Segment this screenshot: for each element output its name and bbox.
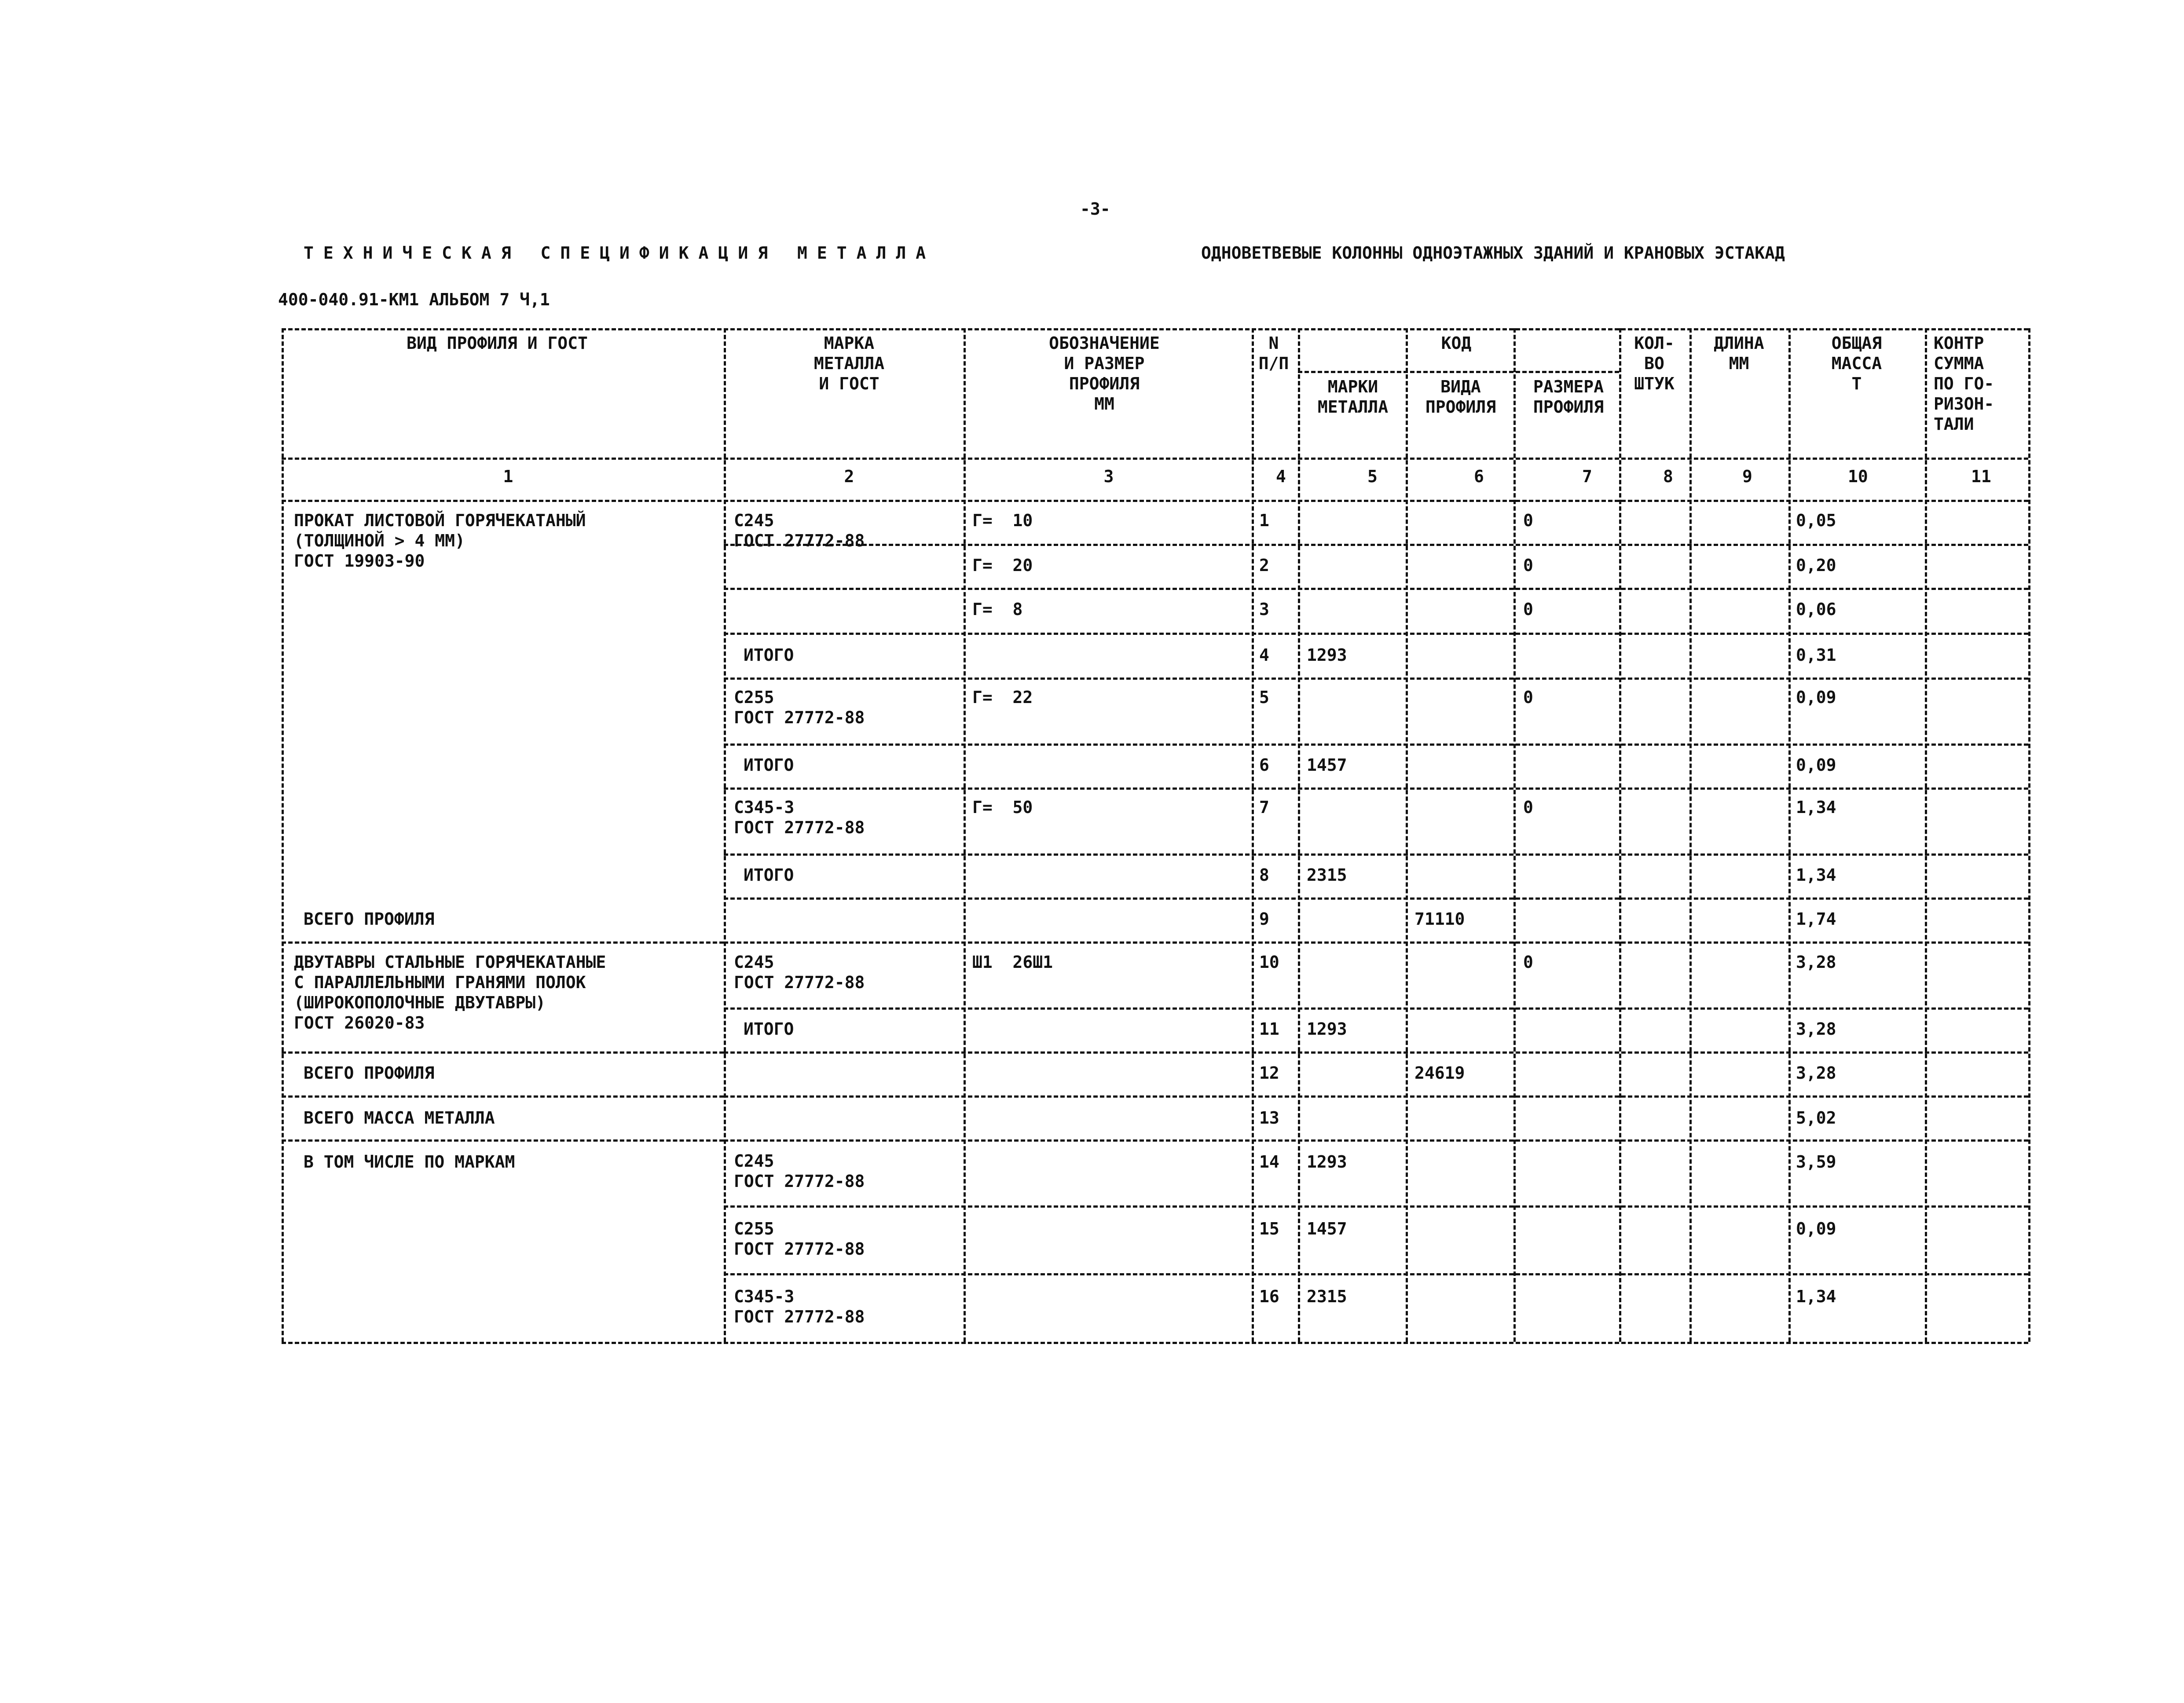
col-number: 5 (1367, 467, 1378, 486)
document-subject: ОДНОВЕТВЕВЫЕ КОЛОННЫ ОДНОЭТАЖНЫХ ЗДАНИЙ И КРАНОВЫХ ЭСТАКАД (1201, 243, 1785, 263)
grid-rule (282, 1139, 724, 1142)
grid-rule (724, 544, 2028, 546)
group-by-grades: В ТОМ ЧИСЛЕ ПО МАРКАМ (304, 1152, 515, 1172)
row-number: 1 (1259, 511, 1269, 530)
steel-grade: С245 ГОСТ 27772-88 (734, 511, 865, 550)
row-number: 12 (1259, 1063, 1279, 1083)
row-number: 6 (1259, 755, 1269, 775)
group-total-metal-mass: ВСЕГО МАССА МЕТАЛЛА (304, 1108, 495, 1128)
grid-rule (724, 588, 2028, 590)
profile-designation: Г= 50 (972, 798, 1033, 817)
profile-designation: Г= 8 (972, 600, 1023, 619)
header-code-grade: МАРКИ МЕТАЛЛА (1317, 377, 1389, 417)
total-mass: 0,20 (1796, 556, 1836, 575)
code-profile-type: 24619 (1414, 1063, 1465, 1083)
total-mass: 3,28 (1796, 952, 1836, 972)
col-number: 1 (503, 467, 513, 486)
total-mass: 1,34 (1796, 1287, 1836, 1306)
grid-rule (2028, 328, 2030, 1342)
grid-rule (282, 328, 2028, 330)
grid-rule (282, 941, 724, 944)
code-metal-grade: 1457 (1307, 755, 1347, 775)
code-metal-grade: 1457 (1307, 1219, 1347, 1238)
total-mass: 0,09 (1796, 1219, 1836, 1238)
row-number: 3 (1259, 600, 1269, 619)
col-number: 6 (1474, 467, 1484, 486)
row-number: 2 (1259, 556, 1269, 575)
total-mass: 1,34 (1796, 865, 1836, 885)
header-grade-block: МАРКА МЕТАЛЛА И ГОСТ (814, 333, 885, 393)
grid-rule (724, 1273, 2028, 1275)
subtotal-label: ИТОГО (744, 645, 794, 665)
col-number: 4 (1276, 467, 1286, 486)
grid-rule (1689, 328, 1692, 1342)
header-profile-type: ВИД ПРОФИЛЯ И ГОСТ (407, 333, 588, 353)
grid-rule (724, 787, 2028, 790)
steel-grade: С245 ГОСТ 27772-88 (734, 1151, 865, 1191)
total-mass: 0,06 (1796, 600, 1836, 619)
profile-designation: Г= 10 (972, 511, 1033, 530)
header-code-profile: ВИДА ПРОФИЛЯ (1425, 377, 1496, 417)
row-number: 10 (1259, 952, 1279, 972)
col-number: 10 (1848, 467, 1868, 486)
profile-designation: Г= 20 (972, 556, 1033, 575)
total-mass: 1,74 (1796, 909, 1836, 929)
header-control-sum: КОНТР СУММА ПО ГО- РИЗОН- ТАЛИ (1934, 333, 1994, 434)
row-number: 14 (1259, 1152, 1279, 1172)
grid-rule (724, 743, 2028, 746)
total-mass: 0,05 (1796, 511, 1836, 530)
col-number: 11 (1971, 467, 1991, 486)
grid-rule (724, 1051, 2028, 1054)
row-number: 7 (1259, 798, 1269, 817)
header-total-mass: ОБЩАЯ МАССА Т (1831, 333, 1882, 393)
grid-rule (1619, 328, 1621, 1342)
col-number: 9 (1742, 467, 1752, 486)
group-total-profile: ВСЕГО ПРОФИЛЯ (304, 1063, 435, 1083)
grid-rule (724, 1139, 2028, 1142)
grid-rule (282, 1342, 2028, 1344)
grid-rule (282, 458, 2028, 460)
col-number: 2 (844, 467, 854, 486)
grid-rule (724, 1205, 2028, 1208)
total-mass: 0,09 (1796, 755, 1836, 775)
row-number: 5 (1259, 688, 1269, 707)
code-profile-size: 0 (1523, 511, 1533, 530)
grid-rule (724, 897, 2028, 900)
code-profile-size: 0 (1523, 600, 1533, 619)
grid-rule (1298, 328, 1300, 1342)
row-number: 4 (1259, 645, 1269, 665)
col-number: 8 (1663, 467, 1673, 486)
page-number: -3- (1080, 199, 1110, 219)
grid-rule (724, 1095, 2028, 1098)
code-profile-size: 0 (1523, 798, 1533, 817)
header-code-size: РАЗМЕРА ПРОФИЛЯ (1533, 377, 1604, 417)
row-number: 8 (1259, 865, 1269, 885)
code-profile-size: 0 (1523, 688, 1533, 707)
steel-grade: С345-3 ГОСТ 27772-88 (734, 1287, 865, 1326)
total-mass: 3,28 (1796, 1019, 1836, 1039)
subtotal-label: ИТОГО (744, 755, 794, 775)
document-code: 400-040.91-КМ1 АЛЬБОМ 7 Ч,1 (278, 290, 550, 309)
col-number: 3 (1103, 467, 1114, 486)
subtotal-label: ИТОГО (744, 1019, 794, 1039)
header-length: ДЛИНА ММ (1714, 333, 1764, 373)
row-number: 15 (1259, 1219, 1279, 1238)
code-metal-grade: 1293 (1307, 1019, 1347, 1039)
spec-title: ТЕХНИЧЕСКАЯ СПЕЦИФИКАЦИЯ МЕТАЛЛА (304, 243, 936, 263)
grid-rule (282, 1095, 724, 1098)
header-designation-block: ОБОЗНАЧЕНИЕ И РАЗМЕР ПРОФИЛЯ ММ (1049, 333, 1160, 414)
grid-rule (724, 853, 2028, 856)
profile-designation: Г= 22 (972, 688, 1033, 707)
group-i-beams: ДВУТАВРЫ СТАЛЬНЫЕ ГОРЯЧЕКАТАНЫЕ С ПАРАЛЛЕЛЬНЫМИ ГРАНЯМИ ПОЛОК (ШИРОКОПОЛОЧНЫЕ ДВУТАВРЫ) ГОСТ 26020-83 (294, 952, 606, 1033)
code-profile-type: 71110 (1414, 909, 1465, 929)
steel-grade: С255 ГОСТ 27772-88 (734, 688, 865, 727)
header-quantity: КОЛ- ВО ШТУК (1634, 333, 1675, 393)
steel-grade: С255 ГОСТ 27772-88 (734, 1219, 865, 1259)
total-mass: 5,02 (1796, 1108, 1836, 1128)
total-mass: 1,34 (1796, 798, 1836, 817)
grid-rule (1513, 328, 1516, 1342)
row-number: 11 (1259, 1019, 1279, 1039)
grid-rule (282, 500, 2028, 502)
grid-rule (1788, 328, 1791, 1342)
code-profile-size: 0 (1523, 556, 1533, 575)
code-profile-size: 0 (1523, 952, 1533, 972)
grid-rule (724, 678, 2028, 680)
header-code: КОД (1441, 333, 1472, 353)
row-number: 16 (1259, 1287, 1279, 1306)
code-metal-grade: 2315 (1307, 865, 1347, 885)
grid-rule (1252, 328, 1254, 1342)
group-total-profile: ВСЕГО ПРОФИЛЯ (304, 909, 435, 929)
grid-rule (724, 633, 2028, 635)
grid-rule (724, 941, 2028, 944)
subtotal-label: ИТОГО (744, 865, 794, 885)
total-mass: 3,28 (1796, 1063, 1836, 1083)
row-number: 9 (1259, 909, 1269, 929)
steel-grade: С345-3 ГОСТ 27772-88 (734, 798, 865, 837)
grid-rule (724, 1007, 2028, 1010)
total-mass: 0,31 (1796, 645, 1836, 665)
grid-rule (1925, 328, 1927, 1342)
profile-designation: Ш1 26Ш1 (972, 952, 1053, 972)
col-number: 7 (1582, 467, 1592, 486)
total-mass: 3,59 (1796, 1152, 1836, 1172)
grid-rule (282, 328, 284, 1342)
code-metal-grade: 1293 (1307, 1152, 1347, 1172)
grid-rule (282, 1051, 724, 1054)
header-row-number: N П/П (1258, 333, 1289, 373)
total-mass: 0,09 (1796, 688, 1836, 707)
row-number: 13 (1259, 1108, 1279, 1128)
code-metal-grade: 2315 (1307, 1287, 1347, 1306)
grid-rule (1406, 328, 1408, 1342)
code-metal-grade: 1293 (1307, 645, 1347, 665)
steel-grade: С245 ГОСТ 27772-88 (734, 952, 865, 992)
grid-rule (1298, 371, 1619, 373)
group-rolled-sheet: ПРОКАТ ЛИСТОВОЙ ГОРЯЧЕКАТАНЫЙ (ТОЛЩИНОЙ > 4 ММ) ГОСТ 19903-90 (294, 511, 586, 571)
